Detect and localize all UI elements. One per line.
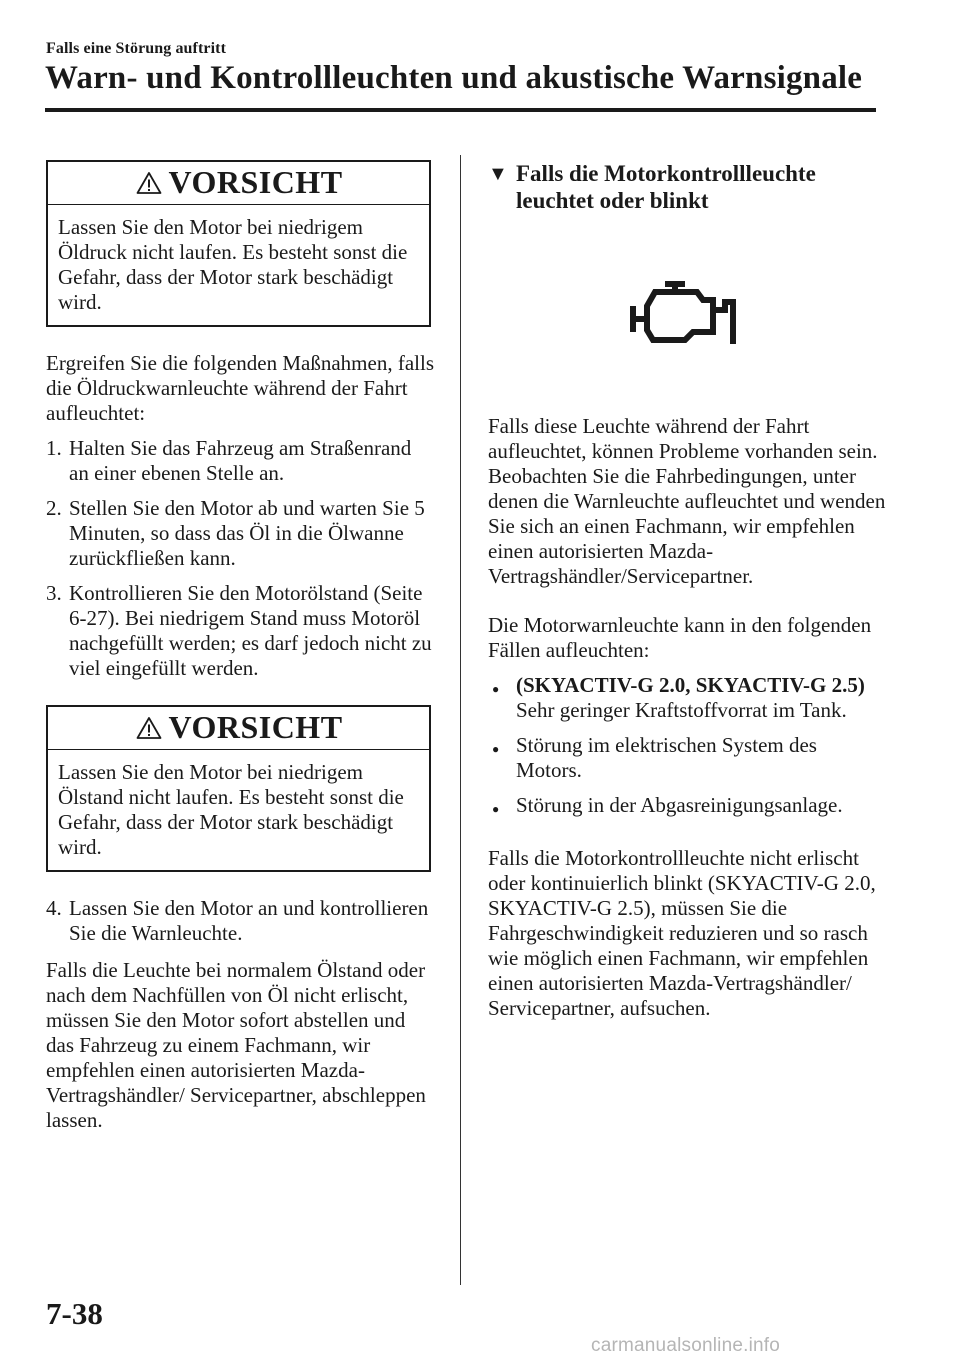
paragraph: Die Motorwarnleuchte kann in den folgenden Fällen aufleuchten: (488, 613, 872, 662)
caution-label: VORSICHT (168, 164, 343, 200)
engine-icon-container (488, 214, 888, 414)
right-column (488, 160, 888, 1021)
step-number: 3. (46, 581, 62, 605)
caution-label: VORSICHT (168, 709, 343, 745)
bullet-icon: ● (492, 682, 500, 696)
triangle-marker-icon: ▼ (488, 163, 508, 185)
warning-icon (136, 171, 162, 195)
header-rule (45, 108, 876, 112)
step-item (46, 436, 436, 486)
check-engine-icon (629, 280, 737, 348)
watermark: carmanualsonline.info (591, 1335, 781, 1356)
left-column (46, 160, 436, 1133)
closing-paragraph: Falls die Leuchte bei normalem Ölstand oder nach dem Nachfüllen von Öl nicht erlischt, müssen Sie den Motor sofort abstellen und das Fahrzeug zu einem Fachmann, wir empfehlen einen autorisierten Mazda-Vertragshändler/ Servicepartner, abschleppen lassen. (46, 958, 426, 1132)
bullet-text: Störung in der Abgasreinigungsanlage. (516, 793, 843, 817)
caution-box (46, 160, 431, 327)
step-number: 4. (46, 896, 62, 920)
page-number: 7-38 (46, 1296, 103, 1331)
bullet-icon: ● (492, 802, 500, 816)
step-text: Lassen Sie den Motor an und kontrollieren Sie die Warnleuchte. (69, 896, 429, 945)
column-divider (460, 155, 461, 1285)
section-heading (488, 160, 888, 214)
caution-divider (48, 204, 429, 205)
caution-box (46, 705, 431, 872)
paragraph: Falls die Motorkontrollleuchte nicht erlischt oder kontinuierlich blinkt (SKYACTIV-G 2.0, SKYACTIV-G 2.5), müssen Sie die Fahrgeschwindigkeit reduzieren und so rasch wie möglich einen Fachmann, wir empfehlen einen autorisierten Mazda-Vertragshändler/ Servicepartner, aufsuchen. (488, 846, 876, 1020)
step-text: Stellen Sie den Motor ab und warten Sie 5 Minuten, so dass das Öl in die Ölwanne zurückfließen kann. (69, 496, 425, 570)
page-title: Warn- und Kontrollleuchten und akustische Warnsignale (45, 60, 863, 96)
step-number: 2. (46, 496, 62, 520)
bullet-text: Sehr geringer Kraftstoffvorrat im Tank. (516, 698, 847, 722)
caution-divider (48, 749, 429, 750)
step-text: Kontrollieren Sie den Motorölstand (Seite 6-27). Bei niedrigem Stand muss Motoröl nachgefüllt werden; es darf jedoch nicht zu viel eingefüllt werden. (69, 581, 432, 680)
caution-text: Lassen Sie den Motor bei niedrigem Öldruck nicht laufen. Es besteht sonst die Gefahr, dass der Motor stark beschädigt wird. (58, 215, 408, 314)
caution-heading (58, 709, 419, 745)
caution-text: Lassen Sie den Motor bei niedrigem Ölstand nicht laufen. Es besteht sonst die Gefahr, dass der Motor stark beschädigt wird. (58, 760, 404, 859)
step-number: 1. (46, 436, 62, 460)
caution-heading (58, 164, 419, 200)
intro-paragraph: Ergreifen Sie die folgenden Maßnahmen, falls die Öldruckwarnleuchte während der Fahrt aufleuchtet: (46, 351, 434, 425)
paragraph: Falls diese Leuchte während der Fahrt aufleuchtet, können Probleme vorhanden sein. Beobachten Sie die Fahrbedingungen, unter denen die Warnleuchte aufleuchtet und wenden Sie sich an einen Fachmann, wir empfehlen einen autorisierten Mazda-Vertragshändler/Servicepartner. (488, 414, 886, 588)
bullet-icon: ● (492, 742, 500, 756)
warning-icon (136, 716, 162, 740)
step-text: Halten Sie das Fahrzeug am Straßenrand an einer ebenen Stelle an. (69, 436, 412, 485)
section-label: Falls eine Störung auftritt (46, 40, 227, 57)
bullet-bold-text: (SKYACTIV-G 2.0, SKYACTIV-G 2.5) (516, 673, 865, 697)
list-item (488, 673, 888, 723)
step-item (46, 896, 436, 946)
step-item (46, 496, 436, 571)
list-item (488, 733, 888, 783)
section-heading-text: Falls die Motorkontrollleuchte leuchtet oder blinkt (516, 161, 816, 213)
list-item (488, 793, 888, 822)
bullet-text: Störung im elektrischen System des Motors. (516, 733, 817, 782)
step-item (46, 581, 436, 681)
